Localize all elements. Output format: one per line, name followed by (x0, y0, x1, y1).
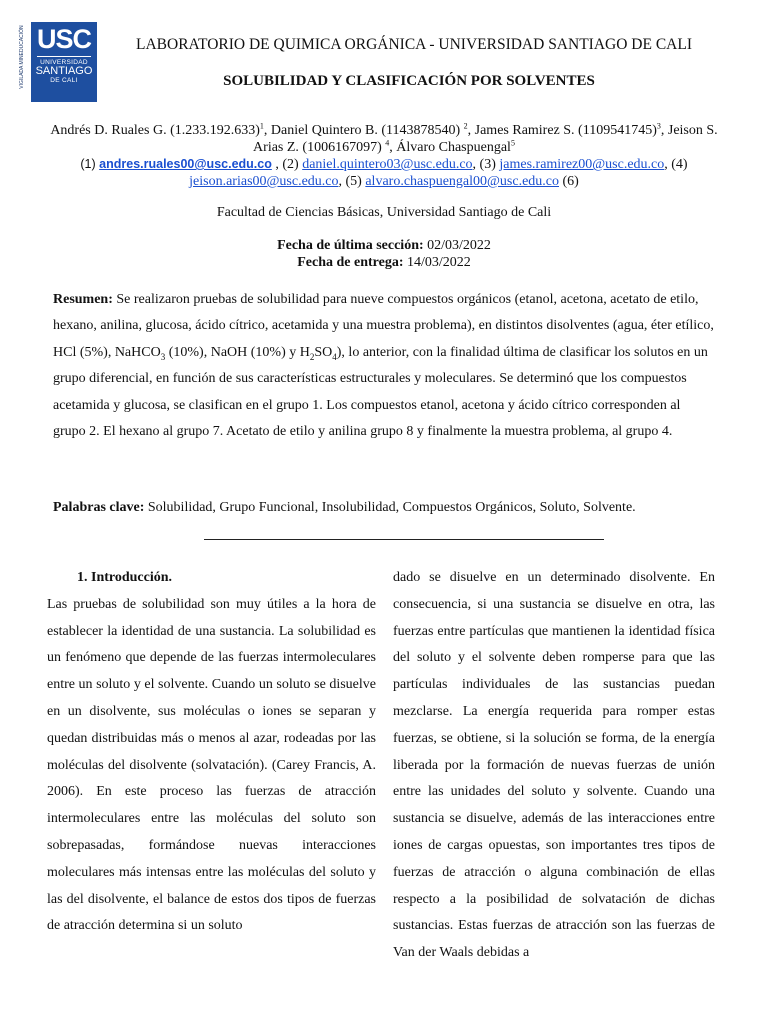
abstract-label: Resumen: (53, 292, 113, 307)
email-link-1[interactable]: andres.ruales00@usc.edu.co (99, 157, 272, 171)
logo-line2: SANTIAGO (35, 65, 93, 77)
email-num-3: , (3) (472, 157, 500, 172)
section-heading-introduction: 1. Introducción. (77, 570, 173, 585)
author-4-sup: 4 (385, 138, 390, 148)
body-column-left (47, 565, 376, 940)
university-logo (16, 22, 102, 104)
faculty-affiliation: Facultad de Ciencias Básicas, Universidad Santiago de Cali (216, 205, 552, 220)
logo-line3: DE CALI (50, 77, 78, 84)
keywords (53, 500, 715, 516)
keywords-label: Palabras clave: (53, 500, 145, 515)
logo-line1: UNIVERSIDAD (40, 59, 88, 66)
lab-header: LABORATORIO DE QUIMICA ORGÁNICA - UNIVERSIDAD SANTIAGO DE CALI (136, 36, 692, 53)
author-1-sup: 1 (259, 121, 264, 131)
email-num-1: (1) (80, 157, 96, 171)
logo-divider (37, 56, 91, 57)
session-date-label: Fecha de última sección: (277, 238, 424, 253)
abstract-sub-2: 2 (309, 351, 315, 362)
logo-side-label: VIGILADA MINEDUCACIÓN (19, 25, 25, 89)
keywords-text: Solubilidad, Grupo Funcional, Insolubilidad, Compuestos Orgánicos, Soluto, Solvente. (144, 500, 636, 515)
author-2-sup: 2 (463, 121, 468, 131)
author-2: , Daniel Quintero B. (1143878540) (263, 123, 464, 138)
email-link-4[interactable]: jeison.arias00@usc.edu.co (189, 174, 339, 189)
dates-block (0, 237, 768, 271)
author-5: , Álvaro Chaspuengal (389, 140, 511, 155)
email-link-3[interactable]: james.ramirez00@usc.edu.co (499, 157, 665, 172)
delivery-date-label: Fecha de entrega: (297, 255, 404, 270)
section-divider (204, 539, 604, 541)
abstract-text-1: Se realizaron pruebas de solubilidad para nueve compuestos orgánicos (etanol, acetona, acetato de etilo, hexano, anilina, glucosa, ácido cítrico, acetamida y una muestra problema), en distintos disolventes (agua, éter etílico, HCl (5%), NaHCO (53, 292, 714, 360)
logo-acronym: USC (36, 24, 91, 54)
author-1: Andrés D. Ruales G. (1.233.192.633) (50, 123, 260, 138)
intro-paragraph-right: dado se disuelve en un determinado disolvente. En consecuencia, si una sustancia se disuelve en otra, las fuerzas entre partículas que mantienen la identidad física del soluto y el solvente deben romperse para que las partículas individuales de las sustancias puedan mezclarse. La energía requerida para romper estas fuerzas, se obtiene, si la solución se forma, de la energía liberada por la formación de nuevas fuerzas de unión entre las unidades del soluto y solvente. Cuando una sustancia se disuelve, además de las interacciones entre iones de cargas opuestas, son importantes tres tipos de fuerzas de atracción o alguna combinación de ellas respecto a la posibilidad de solvatación de dichas sustancias. Estas fuerzas de atracción son las fuerzas de Van der Waals debidas a (393, 570, 715, 961)
abstract-text-4: ), lo anterior, con la finalidad última de clasificar los solutos en un grupo diferencial, en función de sus características estructurales y moleculares. Se determinó que los compuestos acetamida y glucosa, se clasifican en el grupo 1. Los compuestos etanol, acetona y ácido cítrico corresponden al grupo 2. El hexano al grupo 7. Acetato de etilo y anilina grupo 8 y finalmente la muestra problema, al grupo 4. (53, 344, 708, 440)
author-5-sup: 5 (510, 138, 515, 148)
abstract-text-2: (10%), NaOH (10%) y H (165, 344, 310, 360)
email-num-5: , (5) (338, 174, 366, 189)
session-date-value: 02/03/2022 (423, 238, 491, 253)
abstract-text-3: SO (314, 344, 333, 360)
abstract-sub-1: 3 (160, 351, 166, 362)
intro-paragraph-left: Las pruebas de solubilidad son muy útiles a la hora de establecer la identidad de una sustancia. La solubilidad es un fenómeno que depende de las fuerzas intermoleculares entre un soluto y el solvente. Cuando un soluto se disuelve en un disolvente, sus moléculas o iones se separan y quedan distribuidas más o menos al azar, rodeadas por las moléculas del disolvente (solvatación). (Carey Francis, A. 2006). En este proceso las fuerzas de atracción intermoleculares entre las moléculas del soluto son sobrepasadas, formándose nuevas interacciones moleculares más intensas entre las moléculas del soluto y las del disolvente, el balance de estos dos tipos de fuerzas de atracción determina si un soluto (47, 596, 376, 934)
email-num-6: (6) (559, 174, 579, 189)
email-link-2[interactable]: daniel.quintero03@usc.edu.co (302, 157, 473, 172)
paper-title: SOLUBILIDAD Y CLASIFICACIÓN POR SOLVENTES (223, 73, 595, 89)
email-link-5[interactable]: alvaro.chaspuengal00@usc.edu.co (365, 174, 559, 189)
authors-block (40, 122, 728, 190)
body-column-right (393, 565, 715, 967)
abstract (53, 287, 715, 445)
email-num-4: , (4) (664, 157, 688, 172)
abstract-sub-3: 4 (332, 351, 337, 362)
author-4: , Jeison S. Arias Z. (1006167097) (253, 123, 718, 155)
delivery-date-value: 14/03/2022 (403, 255, 471, 270)
author-3: , James Ramirez S. (1109541745) (467, 123, 657, 138)
author-3-sup: 3 (656, 121, 661, 131)
email-num-2: , (2) (271, 157, 303, 172)
logo-emblem (31, 22, 97, 102)
